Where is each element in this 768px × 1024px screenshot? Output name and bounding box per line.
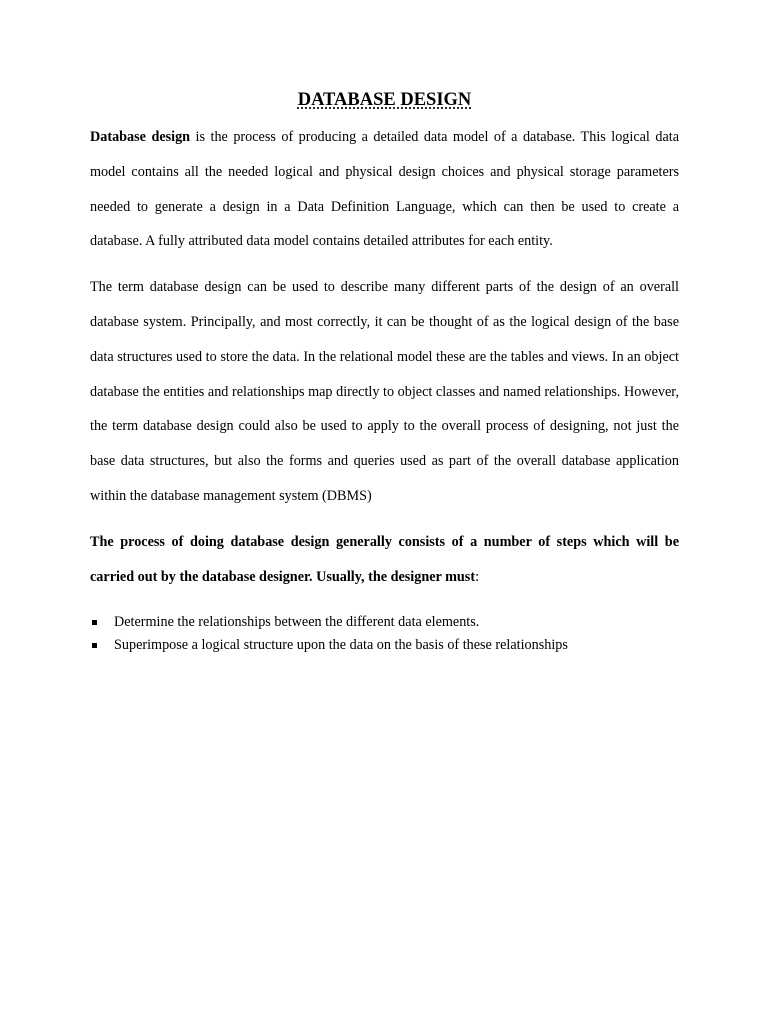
steps-bullet-list: [90, 611, 679, 657]
scope-paragraph: The term database design can be used to describe many different parts of the design of an overall database system. Principally, and most correctly, it can be thought of as the logical design of the base data structures used to store the data. In the relational model these are the tables and views. In an object database the entities and relationships map directly to object classes and named relationships. However, the term database design could also be used to apply to the overall process of designing, not just the base data structures, but also the forms and queries used as part of the overall database application within the database management system (DBMS): [90, 279, 679, 504]
bullet-item-text: Determine the relationships between the different data elements.: [114, 614, 480, 631]
bullet-item: [90, 611, 679, 634]
bullet-item: [90, 634, 679, 657]
intro-paragraph: [90, 120, 679, 259]
document-title-text: DATABASE DESIGN: [297, 90, 472, 110]
square-bullet-icon: [92, 643, 97, 648]
steps-intro-paragraph: [90, 525, 679, 595]
bullet-item-text: Superimpose a logical structure upon the data on the basis of these relationships: [114, 637, 568, 654]
intro-body-text: is the process of producing a detailed data model of a database. This logical data model contains all the needed logical and physical design choices and physical storage parameters needed to generate a design in a Data Definition Language, which can then be used to create a database. A fully attributed data model contains detailed attributes for each entity.: [90, 129, 679, 250]
steps-intro-colon: :: [475, 568, 480, 585]
intro-lead-term: Database design: [90, 129, 191, 145]
square-bullet-icon: [92, 620, 97, 625]
document-page: [90, 88, 679, 657]
steps-intro-bold-text: The process of doing database design generally consists of a number of steps which will be carried out by the database designer. Usually, the designer must: [90, 533, 679, 585]
document-title: [90, 88, 679, 112]
